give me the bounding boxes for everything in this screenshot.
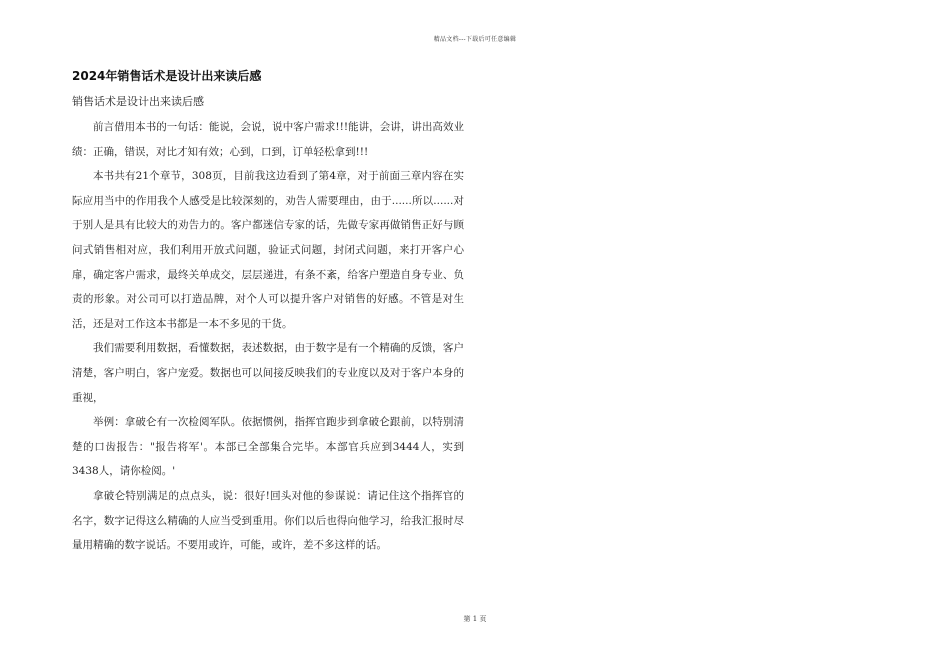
paragraph-napoleon-response: 拿破仑特别满足的点点头，说：很好!回头对他的参谋说：请记住这个指挥官的名字，数字记得这么精确的人应当受到重用。你们以后也得向他学习，给我汇报时尽量用精确的数字说话。不要用或许，可能，或许，差不多这样的话。 (72, 489, 464, 552)
paragraph-data-usage: 我们需要利用数据，看懂数据，表述数据，由于数字是有一个精确的反馈，客户清楚，客户明白，客户宠爱。数据也可以间接反映我们的专业度以及对于客户本身的重视， (72, 342, 464, 404)
document-title: 2024年销售话术是设计出来读后感 (72, 69, 262, 83)
page-header: 精品文档---下载后可任意编辑 (433, 36, 517, 43)
paragraph-book-overview: 本书共有21个章节，308页，目前我这边看到了第4章，对于前面三章内容在实际应用当中的作用我个人感受是比较深刻的，劝告人需要理由，由于......所以......对于别人是具有比较大的劝告力的。客户都迷信专家的话，先做专家再做销售正好与顾问式销售相对应，我们利用开放式问题，验证式问题，封闭式问题，来打开客户心扉，确定客户需求，最终关单成交，层层递进，有条不紊，给客户塑造自身专业、负责的形象。对公司可以打造品牌，对个人可以提升客户对销售的好感。不管是对生活，还是对工作这本书都是一本不多见的干货。 (72, 170, 464, 330)
document-subtitle: 销售话术是设计出来读后感 (72, 95, 204, 108)
paragraph-preface: 前言借用本书的一句话：能说，会说，说中客户需求!!!能讲，会讲，讲出高效业绩：正确，错误，对比才知有效；心到，口到，订单轻松拿到!!! (72, 121, 464, 158)
paragraph-napoleon-example: 举例：拿破仑有一次检阅军队。依据惯例，指挥官跑步到拿破仑跟前，以特别清楚的口齿报告："报告将军'。本部已全部集合完毕。本部官兵应到3444人，实到3438人，请你检阅。' (72, 416, 464, 478)
page-number: 第 1 页 (463, 615, 487, 623)
document-body (72, 115, 464, 558)
